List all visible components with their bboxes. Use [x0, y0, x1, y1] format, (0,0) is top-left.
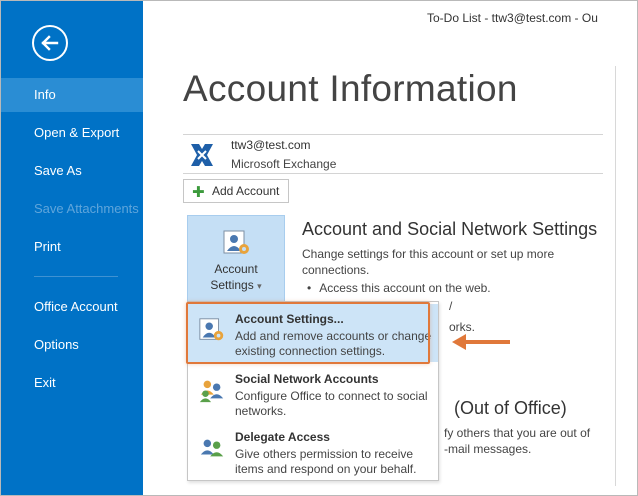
- sidebar-item-office-account[interactable]: Office Account: [34, 299, 118, 314]
- highlight-callout-box: [186, 302, 430, 364]
- out-of-office-heading: (Out of Office): [454, 398, 567, 418]
- account-settings-tile[interactable]: [187, 215, 285, 303]
- out-of-office-line1: fy others that you are out of: [444, 426, 591, 440]
- menu-item-description: Configure Office to connect to social networks.: [235, 389, 428, 418]
- out-of-office-text: [444, 425, 614, 457]
- tile-label-line2: Settings: [210, 278, 254, 292]
- menu-item-title: Delegate Access: [235, 430, 330, 444]
- obscured-text-1: /: [449, 299, 453, 313]
- web-access-bullet: • Access this account on the web.: [307, 281, 491, 295]
- sidebar-item-print[interactable]: Print: [34, 239, 61, 254]
- menu-item-social-network-accounts[interactable]: [188, 364, 438, 422]
- sidebar-item-save-attachments: Save Attachments: [34, 201, 139, 216]
- account-settings-icon: [222, 228, 252, 258]
- settings-section-description: Change settings for this account or set up more connections.: [302, 247, 555, 277]
- settings-section-heading: Account and Social Network Settings: [302, 219, 598, 239]
- plus-icon: ✚: [192, 184, 205, 201]
- back-button[interactable]: [32, 25, 68, 61]
- sidebar-item-exit[interactable]: Exit: [34, 375, 56, 390]
- account-email: ttw3@test.com: [231, 138, 311, 152]
- back-arrow-icon: [40, 33, 60, 53]
- left-arrow-icon: [450, 332, 512, 352]
- sidebar-item-save-as[interactable]: Save As: [34, 163, 82, 178]
- add-account-button[interactable]: [183, 179, 289, 203]
- chevron-down-icon: ▾: [257, 281, 262, 291]
- backstage-sidebar: [1, 1, 143, 495]
- obscured-text-2: orks.: [449, 320, 476, 334]
- sidebar-divider: [34, 276, 118, 277]
- menu-item-title: Account Settings...: [235, 312, 344, 326]
- account-settings-tile-label: [188, 261, 284, 294]
- window-title: To-Do List - ttw3@test.com - Ou: [427, 11, 598, 25]
- tile-label-line1: Account: [214, 262, 258, 276]
- menu-item-title: Social Network Accounts: [235, 372, 379, 386]
- menu-item-delegate-access[interactable]: [188, 422, 438, 480]
- vertical-scrollbar[interactable]: [615, 66, 619, 486]
- delegate-icon: [198, 434, 226, 462]
- account-type: Microsoft Exchange: [231, 157, 337, 171]
- menu-item-description: Give others permission to receive items and respond on your behalf.: [235, 447, 417, 476]
- menu-item-description: Add and remove accounts or change existing connection settings.: [235, 329, 432, 358]
- web-access-text: Access this account on the web.: [319, 281, 491, 295]
- add-account-label: Add Account: [212, 184, 280, 198]
- sidebar-item-info[interactable]: Info: [1, 78, 143, 112]
- page-title: Account Information: [183, 68, 518, 109]
- sidebar-item-options[interactable]: Options: [34, 337, 79, 352]
- account-selector[interactable]: [183, 134, 603, 174]
- people-icon: [198, 376, 226, 404]
- exchange-icon: [187, 140, 217, 170]
- out-of-office-line2: -mail messages.: [444, 442, 532, 456]
- sidebar-item-open-export[interactable]: Open & Export: [34, 125, 120, 140]
- tile-label-line2-row: [188, 277, 284, 294]
